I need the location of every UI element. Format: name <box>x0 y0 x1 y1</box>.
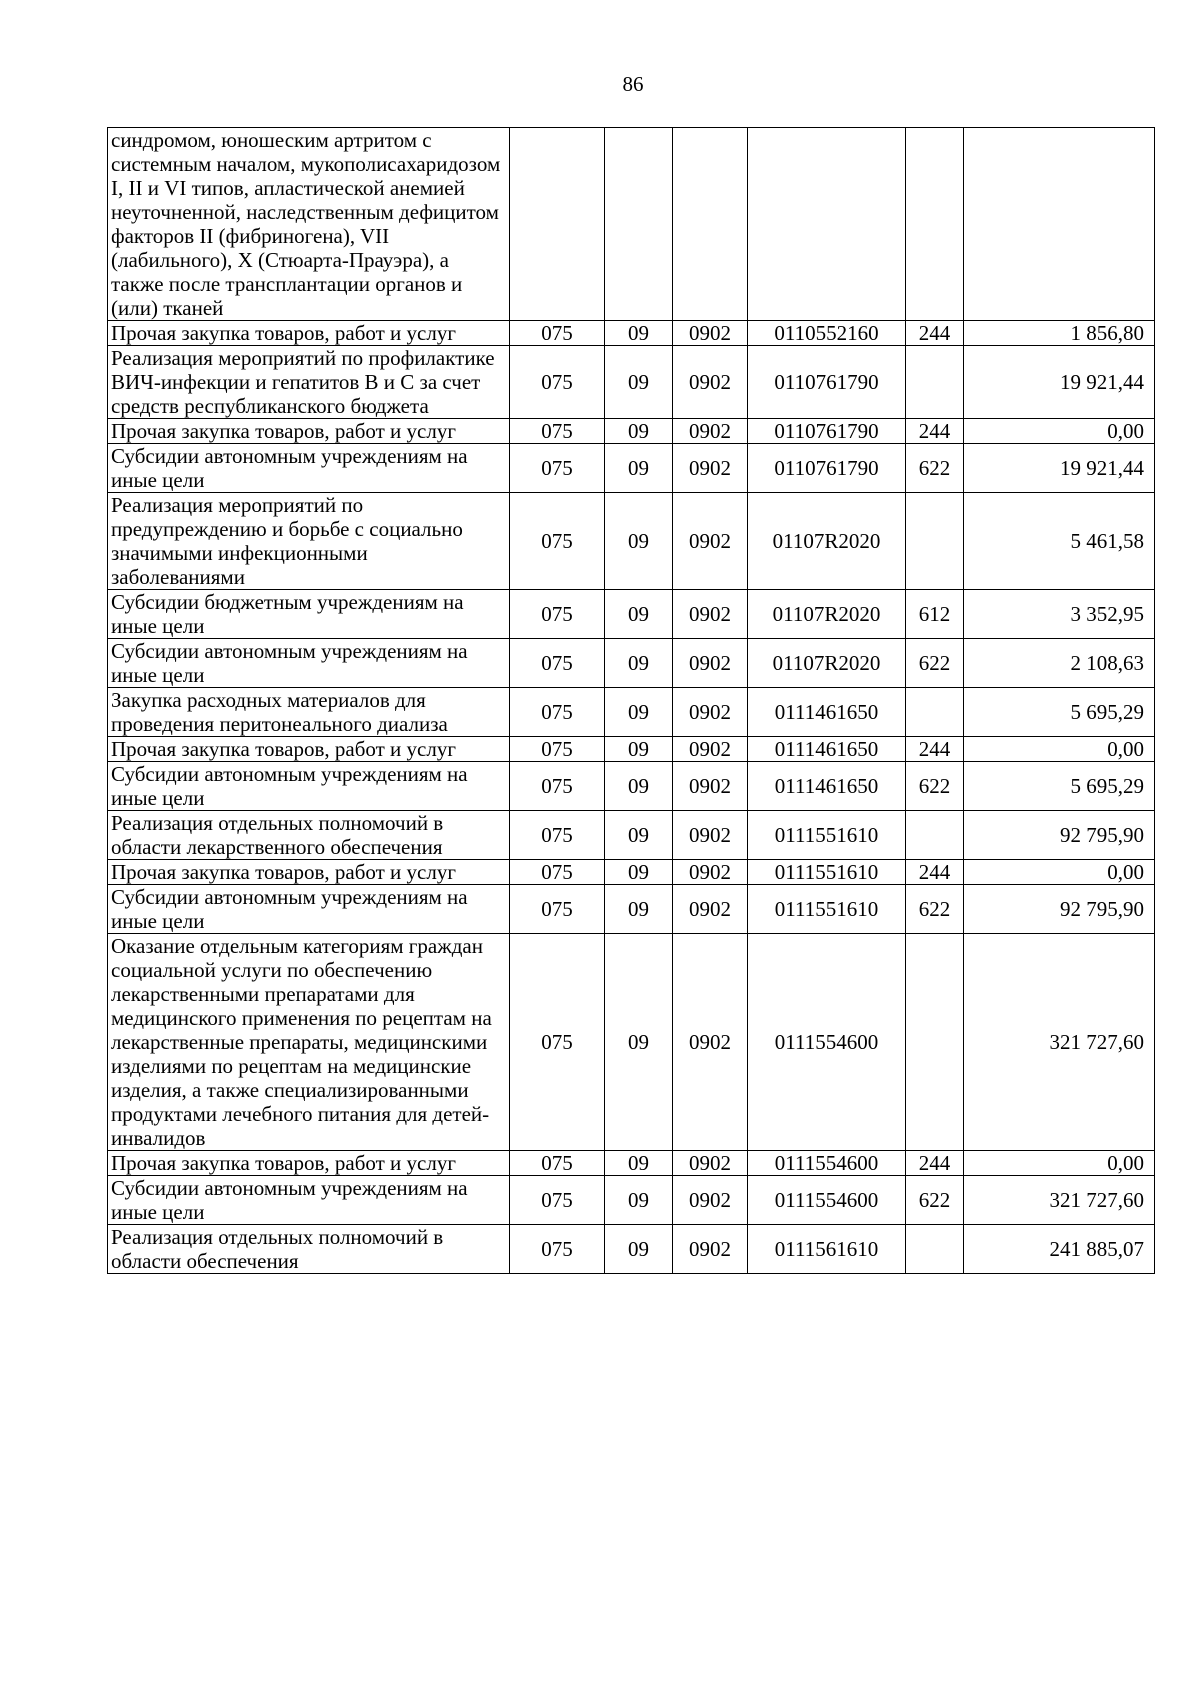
table-row <box>108 737 1155 762</box>
row-name: Прочая закупка товаров, работ и услуг <box>108 321 510 346</box>
expense-type-code: 622 <box>906 1176 964 1225</box>
table-row <box>108 321 1155 346</box>
table-row <box>108 419 1155 444</box>
amount: 241 885,07 <box>964 1225 1155 1274</box>
subsection-code: 0902 <box>673 737 748 762</box>
table-row <box>108 688 1155 737</box>
expense-type-code: 622 <box>906 639 964 688</box>
target-article-code: 0111561610 <box>748 1225 906 1274</box>
target-article-code: 0111551610 <box>748 860 906 885</box>
row-name: Прочая закупка товаров, работ и услуг <box>108 860 510 885</box>
target-article-code: 0111461650 <box>748 762 906 811</box>
subsection-code: 0902 <box>673 885 748 934</box>
subsection-code: 0902 <box>673 444 748 493</box>
row-name: Прочая закупка товаров, работ и услуг <box>108 419 510 444</box>
subsection-code: 0902 <box>673 811 748 860</box>
row-name: синдромом, юношеским артритом с системным началом, мукополисахаридозом I, II и VI типов, апластической анемией неуточненной, наследственным дефицитом факторов II (фибриногена), VII (лабильного), X (Стюарта-Прауэра), а также после трансплантации органов и (или) тканей <box>108 128 510 321</box>
row-name: Прочая закупка товаров, работ и услуг <box>108 737 510 762</box>
amount: 5 695,29 <box>964 688 1155 737</box>
section-code: 09 <box>605 1176 673 1225</box>
table-row <box>108 811 1155 860</box>
ministry-code: 075 <box>510 419 605 444</box>
subsection-code: 0902 <box>673 934 748 1151</box>
ministry-code: 075 <box>510 1151 605 1176</box>
expense-type-code: 244 <box>906 737 964 762</box>
table-row <box>108 639 1155 688</box>
subsection-code <box>673 128 748 321</box>
expense-type-code <box>906 1225 964 1274</box>
expense-type-code: 244 <box>906 419 964 444</box>
expense-type-code: 622 <box>906 885 964 934</box>
table-row <box>108 885 1155 934</box>
target-article-code: 0110761790 <box>748 444 906 493</box>
ministry-code: 075 <box>510 1225 605 1274</box>
target-article-code: 01107R2020 <box>748 590 906 639</box>
row-name: Субсидии автономным учреждениям на иные цели <box>108 639 510 688</box>
amount: 5 695,29 <box>964 762 1155 811</box>
section-code: 09 <box>605 688 673 737</box>
section-code: 09 <box>605 1151 673 1176</box>
target-article-code: 01107R2020 <box>748 639 906 688</box>
target-article-code: 0111554600 <box>748 1176 906 1225</box>
subsection-code: 0902 <box>673 1151 748 1176</box>
expense-type-code: 622 <box>906 762 964 811</box>
expense-type-code <box>906 493 964 590</box>
table-row <box>108 1176 1155 1225</box>
table-row <box>108 934 1155 1151</box>
subsection-code: 0902 <box>673 860 748 885</box>
section-code: 09 <box>605 762 673 811</box>
table-row <box>108 346 1155 419</box>
section-code: 09 <box>605 885 673 934</box>
target-article-code: 0111554600 <box>748 1151 906 1176</box>
table-row <box>108 1225 1155 1274</box>
amount <box>964 128 1155 321</box>
table-row <box>108 444 1155 493</box>
subsection-code: 0902 <box>673 1225 748 1274</box>
target-article-code: 0111461650 <box>748 737 906 762</box>
amount: 0,00 <box>964 860 1155 885</box>
expense-type-code <box>906 128 964 321</box>
amount: 0,00 <box>964 1151 1155 1176</box>
expense-type-code <box>906 346 964 419</box>
ministry-code: 075 <box>510 762 605 811</box>
target-article-code: 0110761790 <box>748 346 906 419</box>
section-code <box>605 128 673 321</box>
row-name: Реализация мероприятий по предупреждению и борьбе с социально значимыми инфекционными заболеваниями <box>108 493 510 590</box>
ministry-code: 075 <box>510 688 605 737</box>
amount: 19 921,44 <box>964 346 1155 419</box>
table-row <box>108 590 1155 639</box>
expense-type-code: 244 <box>906 321 964 346</box>
section-code: 09 <box>605 321 673 346</box>
row-name: Субсидии бюджетным учреждениям на иные цели <box>108 590 510 639</box>
section-code: 09 <box>605 934 673 1151</box>
ministry-code: 075 <box>510 493 605 590</box>
expense-type-code <box>906 688 964 737</box>
amount: 1 856,80 <box>964 321 1155 346</box>
amount: 0,00 <box>964 419 1155 444</box>
amount: 0,00 <box>964 737 1155 762</box>
row-name: Оказание отдельным категориям граждан социальной услуги по обеспечению лекарственными препаратами для медицинского применения по рецептам на лекарственные препараты, медицинскими изделиями по рецептам на медицинские изделия, а также специализированными продуктами лечебного питания для детей-инвалидов <box>108 934 510 1151</box>
page-number: 86 <box>622 72 644 96</box>
ministry-code: 075 <box>510 885 605 934</box>
expense-type-code: 244 <box>906 1151 964 1176</box>
amount: 5 461,58 <box>964 493 1155 590</box>
target-article-code: 0110761790 <box>748 419 906 444</box>
ministry-code: 075 <box>510 860 605 885</box>
ministry-code: 075 <box>510 444 605 493</box>
expense-type-code <box>906 934 964 1151</box>
ministry-code: 075 <box>510 737 605 762</box>
expense-type-code <box>906 811 964 860</box>
table-row <box>108 1151 1155 1176</box>
amount: 92 795,90 <box>964 811 1155 860</box>
row-name: Субсидии автономным учреждениям на иные цели <box>108 444 510 493</box>
amount: 2 108,63 <box>964 639 1155 688</box>
section-code: 09 <box>605 639 673 688</box>
row-name: Субсидии автономным учреждениям на иные цели <box>108 1176 510 1225</box>
subsection-code: 0902 <box>673 346 748 419</box>
target-article-code: 0111551610 <box>748 811 906 860</box>
ministry-code: 075 <box>510 811 605 860</box>
target-article-code <box>748 128 906 321</box>
table-row <box>108 128 1155 321</box>
amount: 321 727,60 <box>964 1176 1155 1225</box>
ministry-code: 075 <box>510 346 605 419</box>
expense-type-code: 612 <box>906 590 964 639</box>
amount: 19 921,44 <box>964 444 1155 493</box>
table-row <box>108 762 1155 811</box>
budget-table-body <box>108 128 1155 1274</box>
section-code: 09 <box>605 860 673 885</box>
target-article-code: 0110552160 <box>748 321 906 346</box>
subsection-code: 0902 <box>673 321 748 346</box>
section-code: 09 <box>605 811 673 860</box>
target-article-code: 0111551610 <box>748 885 906 934</box>
row-name: Прочая закупка товаров, работ и услуг <box>108 1151 510 1176</box>
expense-type-code: 244 <box>906 860 964 885</box>
row-name: Субсидии автономным учреждениям на иные цели <box>108 762 510 811</box>
subsection-code: 0902 <box>673 590 748 639</box>
subsection-code: 0902 <box>673 762 748 811</box>
section-code: 09 <box>605 493 673 590</box>
subsection-code: 0902 <box>673 419 748 444</box>
amount: 3 352,95 <box>964 590 1155 639</box>
section-code: 09 <box>605 419 673 444</box>
row-name: Закупка расходных материалов для проведения перитонеального диализа <box>108 688 510 737</box>
subsection-code: 0902 <box>673 493 748 590</box>
amount: 321 727,60 <box>964 934 1155 1151</box>
subsection-code: 0902 <box>673 639 748 688</box>
ministry-code: 075 <box>510 639 605 688</box>
table-row <box>108 860 1155 885</box>
row-name: Субсидии автономным учреждениям на иные цели <box>108 885 510 934</box>
ministry-code <box>510 128 605 321</box>
table-row <box>108 493 1155 590</box>
ministry-code: 075 <box>510 934 605 1151</box>
target-article-code: 01107R2020 <box>748 493 906 590</box>
section-code: 09 <box>605 346 673 419</box>
section-code: 09 <box>605 1225 673 1274</box>
ministry-code: 075 <box>510 590 605 639</box>
section-code: 09 <box>605 590 673 639</box>
section-code: 09 <box>605 737 673 762</box>
target-article-code: 0111554600 <box>748 934 906 1151</box>
expense-type-code: 622 <box>906 444 964 493</box>
ministry-code: 075 <box>510 321 605 346</box>
row-name: Реализация отдельных полномочий в области лекарственного обеспечения <box>108 811 510 860</box>
subsection-code: 0902 <box>673 1176 748 1225</box>
row-name: Реализация отдельных полномочий в области обеспечения <box>108 1225 510 1274</box>
ministry-code: 075 <box>510 1176 605 1225</box>
budget-table <box>107 127 1155 1274</box>
subsection-code: 0902 <box>673 688 748 737</box>
row-name: Реализация мероприятий по профилактике ВИЧ-инфекции и гепатитов B и C за счет средств республиканского бюджета <box>108 346 510 419</box>
target-article-code: 0111461650 <box>748 688 906 737</box>
section-code: 09 <box>605 444 673 493</box>
amount: 92 795,90 <box>964 885 1155 934</box>
